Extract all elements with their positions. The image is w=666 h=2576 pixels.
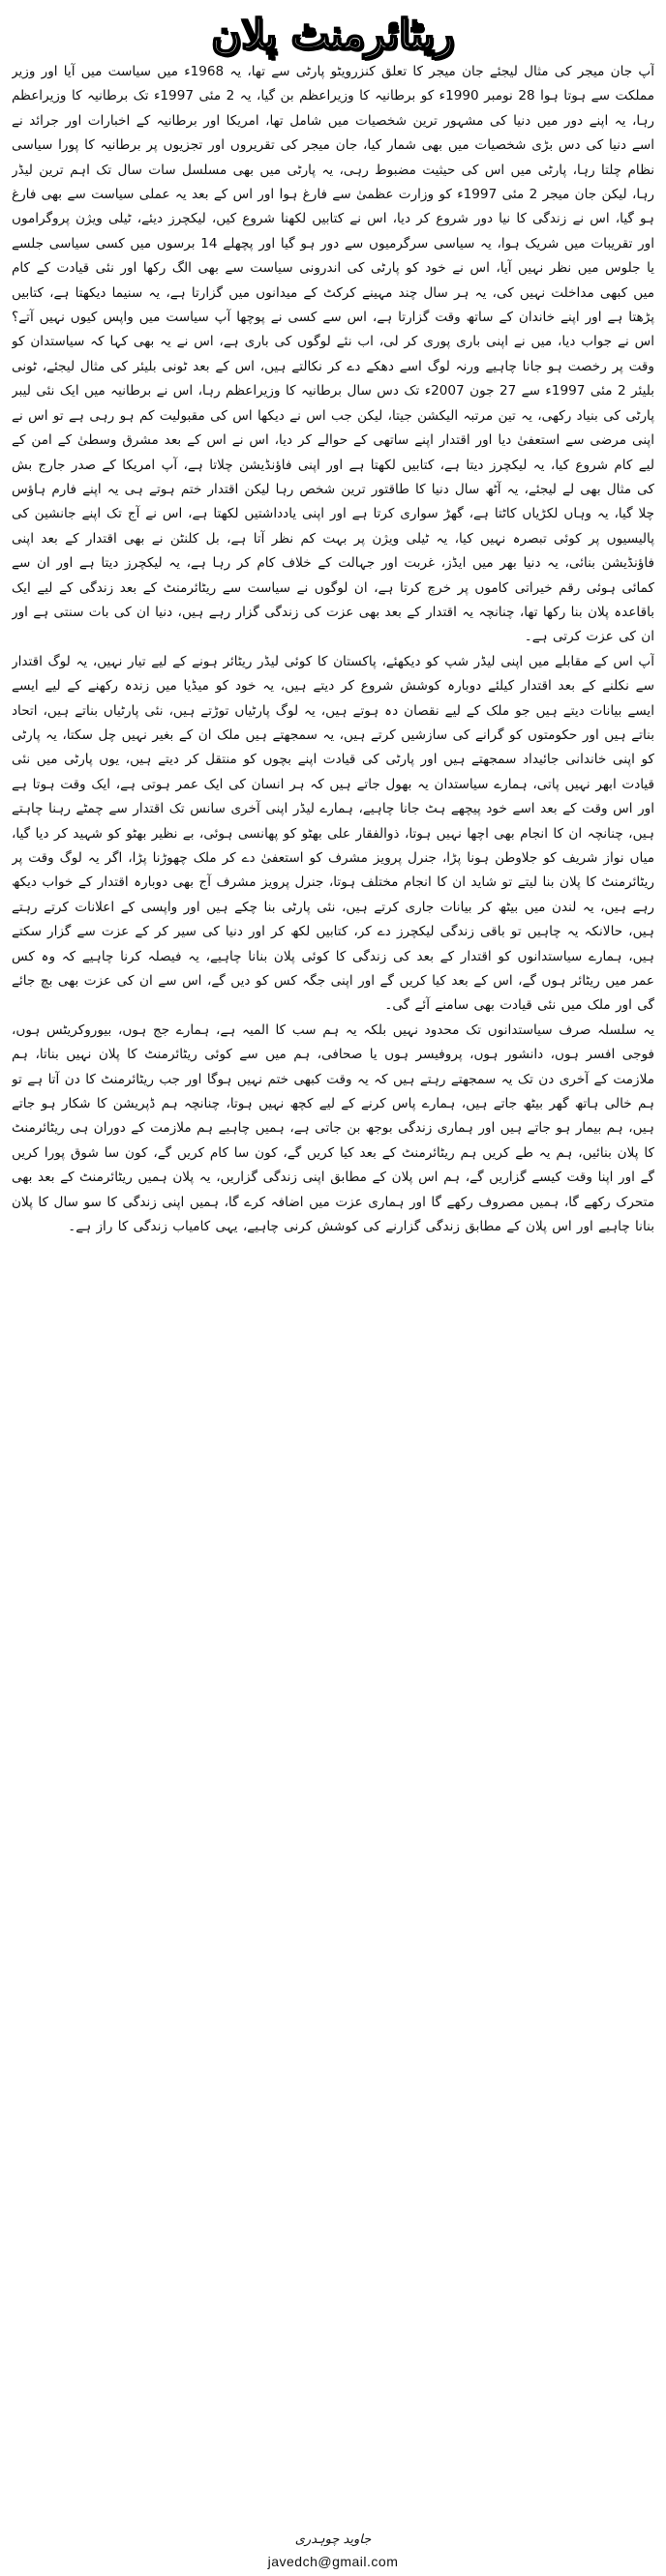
- paragraph-3: یہ سلسلہ صرف سیاستدانوں تک محدود نہیں بلکہ یہ ہم سب کا المیہ ہے، ہمارے جج ہوں، بیوروکریٹس ہوں، فوجی افسر ہوں، دانشور ہوں، پروفیسر ہوں یا صحافی، ہم میں سے کوئی ریٹائرمنٹ کا پلان نہیں بناتا، ہم ملازمت کے آخری دن تک یہ سمجھتے رہتے ہیں کہ یہ وقت کبھی ختم نہیں ہوگا اور جب ریٹائرمنٹ کا دن آتا ہے تو ہم خالی ہاتھ گھر بیٹھ جاتے ہیں، ہمارے پاس کرنے کے لیے کچھ نہیں ہوتا، چنانچہ ہم ڈپریشن کا شکار ہو جاتے ہیں، ہم بیمار ہو جاتے ہیں اور ہماری زندگی بوجھ بن جاتی ہے، ہمیں چاہیے ہم ملازمت کے دوران ہی ریٹائرمنٹ کا پلان بنائیں، ہم یہ طے کریں ہم ریٹائرمنٹ کے بعد کیا کریں گے، کون سا کام کریں گے، کون سا شوق پورا کریں گے اور اپنا وقت کیسے گزاریں گے، ہم اس پلان کے مطابق اپنی زندگی گزاریں، یہ پلان ہمیں ریٹائرمنٹ کے بعد بھی متحرک رکھے گا، ہمیں مصروف رکھے گا اور ہماری عزت میں اضافہ کرے گا، ہمیں اپنی زندگی کا سو سال کا پلان بنانا چاہیے اور اس پلان کے مطابق زندگی گزارنے کی کوشش کرنی چاہیے، یہی کامیاب زندگی کا راز ہے۔: [12, 1022, 654, 1235]
- paragraph-2: آپ اس کے مقابلے میں اپنی لیڈر شپ کو دیکھئے، پاکستان کا کوئی لیڈر ریٹائر ہونے کے لیے تیار نہیں، یہ لوگ اقتدار سے نکلنے کے بعد اقتدار کیلئے دوبارہ کوشش شروع کر دیتے ہیں، یہ خود کو میڈیا میں زندہ رکھنے کے لیے ایسے ایسے بیانات دیتے ہیں جو ملک کے لیے نقصان دہ ہوتے ہیں، یہ لوگ پارٹیاں توڑتے ہیں، نئی پارٹیاں بناتے ہیں، اتحاد بناتے ہیں اور حکومتوں کو گرانے کی سازشیں کرتے ہیں، یہ سمجھتے ہیں ملک ان کے بغیر نہیں چل سکتا، یہ پارٹی کو اپنی خاندانی جائیداد سمجھتے ہیں اور پارٹی کی قیادت اپنے بچوں کو منتقل کر دیتے ہیں، یوں پارٹی میں نئی قیادت ابھر نہیں پاتی، ہمارے سیاستدان یہ بھول جاتے ہیں کہ ہر انسان کی ایک عمر ہوتی ہے، ایک وقت ہوتا ہے اور اس وقت کے بعد اسے خود پیچھے ہٹ جانا چاہیے، ہمارے لیڈر اپنی آخری سانس تک اقتدار سے چمٹے رہنا چاہتے ہیں، چنانچہ ان کا انجام بھی اچھا نہیں ہوتا، ذوالفقار علی بھٹو کو پھانسی ہوئی، بے نظیر بھٹو کو شہید کر دیا گیا، میاں نواز شریف کو جلاوطن ہونا پڑا، جنرل پرویز مشرف کو استعفیٰ دے کر ملک چھوڑنا پڑا، اگر یہ لوگ وقت پر ریٹائرمنٹ کا پلان بنا لیتے تو شاید ان کا انجام مختلف ہوتا، جنرل پرویز مشرف آج بھی دوبارہ اقتدار کے خواب دیکھ رہے ہیں، یہ لندن میں بیٹھ کر بیانات جاری کرتے ہیں، نئی پارٹی بنا چکے ہیں اور واپسی کے اعلانات کرتے رہتے ہیں، حالانکہ یہ چاہیں تو باقی زندگی لیکچرز دے کر، کتابیں لکھ کر اور دنیا کی سیر کر کے عزت سے گزار سکتے ہیں، ہمارے سیاستدانوں کو اقتدار کے بعد کی زندگی کا کوئی پلان بنانا چاہیے، یہ فیصلہ کرنا چاہیے کہ وہ کس عمر میں ریٹائر ہوں گے، اس کے بعد کیا کریں گے اور اپنی جگہ کس کو دیں گے، اس سے ان کی عزت بھی بچ جائے گی اور ملک میں نئی قیادت بھی سامنے آئے گی۔: [12, 653, 654, 1014]
- column-title: ریٹائرمنٹ پلان: [211, 11, 455, 58]
- column-body: [12, 60, 654, 2522]
- paragraph-1: آپ جان میجر کی مثال لیجئے جان میجر کا تعلق کنزرویٹو پارٹی سے تھا، یہ 1968ء میں سیاست میں آیا اور وزیر مملکت سے ہوتا ہوا 28 نومبر 1990ء کو برطانیہ کا وزیراعظم بن گیا، یہ 2 مئی 1997ء تک برطانیہ کا وزیراعظم رہا، یہ اپنے دور میں دنیا کی مشہور ترین شخصیات میں شامل تھا، امریکا اور برطانیہ کے اخبارات اور جرائد نے اسے دنیا کی دس بڑی شخصیات میں بھی شمار کیا، جان میجر کی تقریروں اور تجزیوں پر برطانیہ کا پورا سیاسی نظام چلتا رہا، پارٹی میں اس کی حیثیت مضبوط رہی، یہ پارٹی میں بھی مسلسل سات سال تک اہم ترین لیڈر رہا، لیکن جان میجر 2 مئی 1997ء کو وزارت عظمیٰ سے فارغ ہوا اور اس کے بعد یہ عملی سیاست سے بھی فارغ ہو گیا، اس نے زندگی کا نیا دور شروع کر دیا، اس نے کتابیں لکھنا شروع کیں، لیکچرز دیئے، ٹیلی ویژن پروگراموں اور تقریبات میں شریک ہوا، یہ سیاسی سرگرمیوں سے دور ہو گیا اور پچھلے 14 برسوں میں کسی سیاسی جلسے یا جلوس میں نظر نہیں آیا، اس نے خود کو پارٹی کی اندرونی سیاست سے بھی الگ رکھا اور نئی قیادت کے کام میں کبھی مداخلت نہیں کی، یہ ہر سال چند مہینے کرکٹ کے میدانوں میں گزارتا ہے، یہ سنیما دیکھتا ہے، کتابیں پڑھتا ہے اور اپنے خاندان کے ساتھ وقت گزارتا ہے، اس سے کسی نے پوچھا آپ سیاست میں واپس کیوں نہیں آتے؟ اس نے جواب دیا، میں نے اپنی باری پوری کر لی، اب نئے لوگوں کی باری ہے، اس نے یہ بھی کہا کہ سیاستدان کو وقت پر رخصت ہو جانا چاہیے ورنہ لوگ اسے دھکے دے کر نکالتے ہیں، اس کے بعد ٹونی بلیئر کی مثال لیجئے، ٹونی بلیئر 2 مئی 1997ء سے 27 جون 2007ء تک دس سال برطانیہ کا وزیراعظم رہا، اس نے برطانیہ میں ایک نئی لیبر پارٹی کی بنیاد رکھی، یہ تین مرتبہ الیکشن جیتا، لیکن جب اس نے دیکھا اس کی مقبولیت کم ہو رہی ہے تو اس نے اپنی مرضی سے استعفیٰ دیا اور اقتدار اپنے ساتھی کے حوالے کر دیا، اس نے اس کے بعد مشرق وسطیٰ کے امن کے لیے کام شروع کیا، یہ لیکچرز دیتا ہے، کتابیں لکھتا ہے اور اپنی فاؤنڈیشن چلاتا ہے، آپ امریکا کے صدر جارج بش کی مثال بھی لے لیجئے، یہ آٹھ سال دنیا کا طاقتور ترین شخص رہا لیکن اقتدار ختم ہوتے ہی یہ اپنے فارم ہاؤس چلا گیا، یہ وہاں لکڑیاں کاٹتا ہے، گھڑ سواری کرتا ہے اور اپنی یادداشتیں لکھتا ہے، اس نے آج تک اپنے جانشین کی پالیسیوں پر کوئی تبصرہ نہیں کیا، یہ ٹیلی ویژن پر بہت کم نظر آتا ہے، بل کلنٹن نے بھی اقتدار کے بعد اپنی فاؤنڈیشن بنائی، یہ دنیا بھر میں ایڈز، غربت اور جہالت کے خلاف کام کر رہا ہے، یہ لیکچرز دیتا ہے اور ان سے کمائی ہوئی رقم خیراتی کاموں پر خرچ کرتا ہے، ان لوگوں نے سیاست سے ریٹائرمنٹ کے بعد زندگی کے لیے ایک باقاعدہ پلان بنا رکھا تھا، چنانچہ یہ اقتدار کے بعد بھی عزت کی زندگی گزار رہے ہیں، دنیا ان کی بات سنتی ہے اور ان کی عزت کرتی ہے۔: [12, 64, 654, 645]
- author-name: جاوید چوہدری: [294, 2532, 372, 2547]
- author-email[interactable]: javedch@gmail.com: [267, 2554, 399, 2569]
